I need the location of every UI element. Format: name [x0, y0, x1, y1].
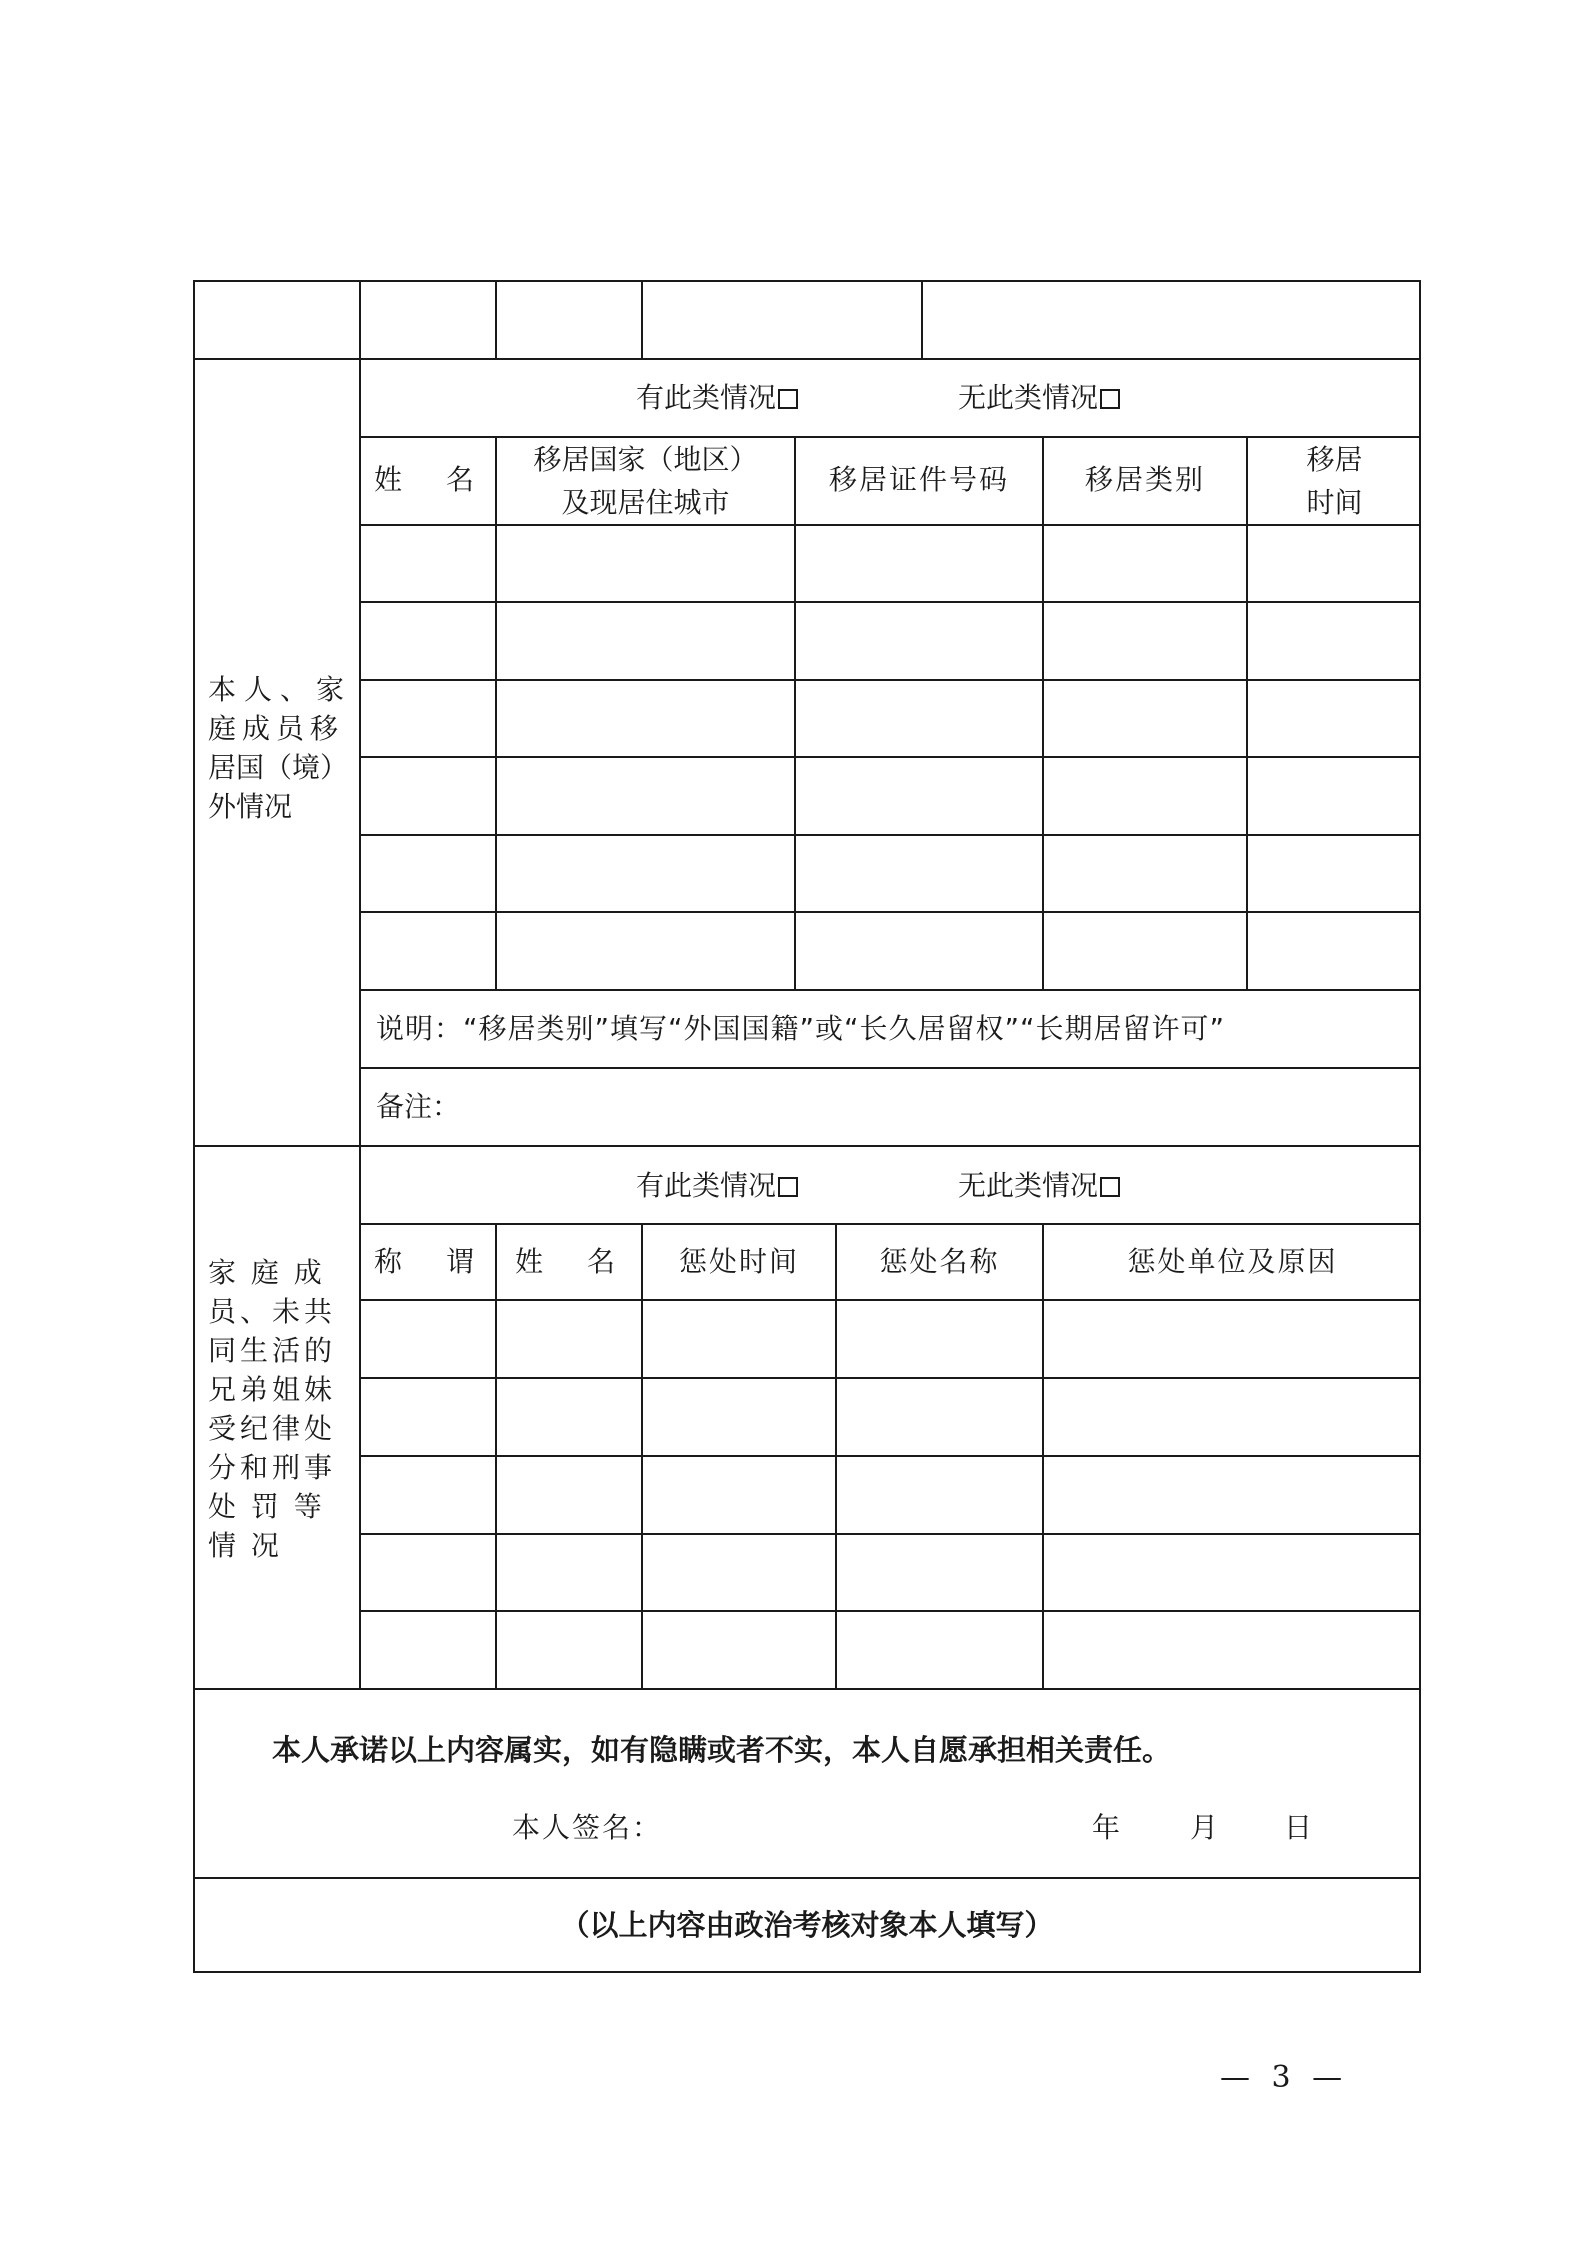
col-line [641, 1223, 643, 1688]
header-time-line1: 移居 [1306, 443, 1363, 476]
no-case-checkbox[interactable] [1100, 1177, 1120, 1197]
header-punish-unit-reason: 惩处单位及原因 [1127, 1245, 1338, 1278]
header-relation: 称 谓 [373, 1245, 482, 1278]
row-line [359, 1533, 1421, 1535]
page-number: — 3 — [1220, 2060, 1349, 2095]
row-line [359, 1223, 1421, 1225]
header-punish-title: 惩处名称 [879, 1245, 1000, 1278]
signature-label: 本人签名： [512, 1811, 663, 1844]
col-line [641, 280, 643, 358]
row-line [359, 911, 1421, 913]
row-line [359, 524, 1421, 526]
col-line [495, 1223, 497, 1688]
discipline-has-case[interactable]: 有此类情况 [636, 1168, 798, 1204]
migration-no-case[interactable]: 无此类情况 [958, 380, 1120, 416]
header-country-line2: 及现居住城市 [561, 486, 730, 519]
date-day: 日 [1284, 1811, 1313, 1844]
row-line [359, 834, 1421, 836]
no-case-checkbox[interactable] [1100, 389, 1120, 409]
form-table-frame [193, 280, 1421, 1973]
row-line [359, 1299, 1421, 1301]
discipline-no-case[interactable]: 无此类情况 [958, 1168, 1120, 1204]
date-month: 月 [1190, 1811, 1219, 1844]
migration-remark: 备注： [376, 1090, 461, 1123]
col-line [794, 436, 796, 989]
row-line [359, 679, 1421, 681]
migration-type-note: 说明：“移居类别”填写“外国国籍”或“长久居留权”“长期居留许可” [376, 1012, 1226, 1045]
footer-note: （以上内容由政治考核对象本人填写） [560, 1908, 1054, 1942]
row-line [359, 1610, 1421, 1612]
row-line [359, 1377, 1421, 1379]
has-case-checkbox[interactable] [778, 1177, 798, 1197]
col-line [1042, 436, 1044, 989]
header-type: 移居类别 [1084, 463, 1205, 496]
col-line [1042, 1223, 1044, 1688]
section-line [193, 1688, 1421, 1690]
header-time-line2: 时间 [1306, 486, 1363, 519]
row-line [359, 756, 1421, 758]
row-line [359, 436, 1421, 438]
migration-section-label: 本人、家 庭成员移 居国（境） 外情况 [208, 673, 353, 823]
pledge-text: 本人承诺以上内容属实，如有隐瞒或者不实，本人自愿承担相关责任。 [272, 1733, 1172, 1767]
col-line [921, 280, 923, 358]
row-line [193, 358, 1421, 360]
has-case-checkbox[interactable] [778, 389, 798, 409]
col-line [835, 1223, 837, 1688]
row-line [359, 989, 1421, 991]
header-punish-time: 惩处时间 [678, 1245, 799, 1278]
migration-has-case[interactable]: 有此类情况 [636, 380, 798, 416]
row-line [359, 1455, 1421, 1457]
header-cert: 移居证件号码 [828, 463, 1009, 496]
discipline-section-label: 家 庭 成 员、未共 同生活的 兄弟姐妹 受纪律处 分和刑事 处 罚 等 情 况 [208, 1256, 337, 1562]
section-line [193, 1877, 1421, 1879]
section-line [193, 1145, 1421, 1147]
row-line [359, 601, 1421, 603]
header-name: 姓 名 [514, 1245, 623, 1278]
header-country-line1: 移居国家（地区） [533, 443, 758, 476]
col-line [495, 280, 497, 358]
date-year: 年 [1092, 1811, 1121, 1844]
row-line [359, 1067, 1421, 1069]
header-name: 姓 名 [373, 463, 482, 496]
